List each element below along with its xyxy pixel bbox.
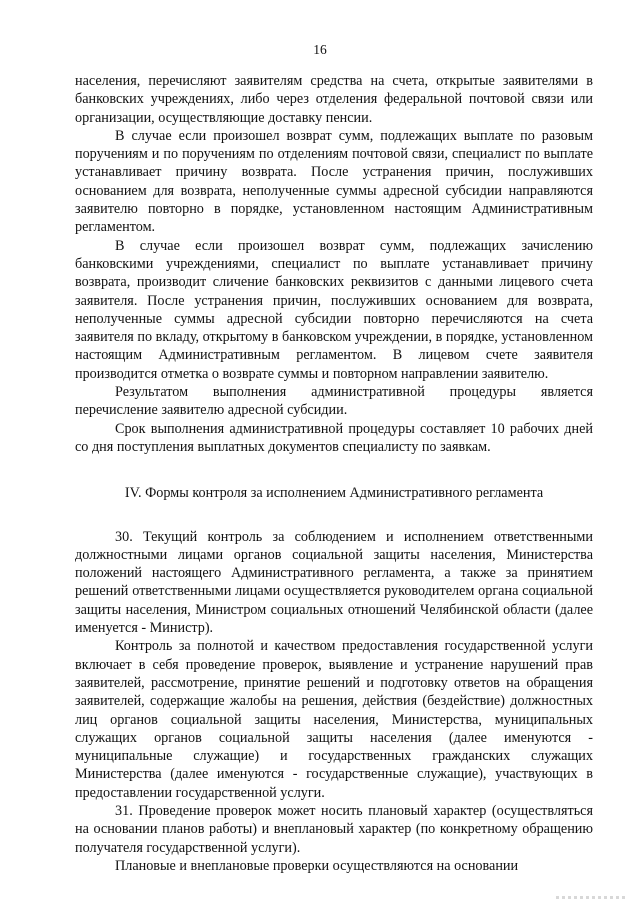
paragraph-continuation: населения, перечисляют заявителям средства на счета, открытые заявителями в банковских учреждениях, либо через отделения федеральной почтовой связи или организации, осуществляющие доставку пенсии.: [75, 73, 593, 126]
page-number: 16: [313, 42, 327, 57]
paragraph-quality-control: Контроль за полнотой и качеством предоставления государственной услуги включает в себя проведение проверок, выявление и устранение нарушений прав заявителей, рассмотрение, принятие решений и подготовку ответов на обращения заявителей, содержащие жалобы на решения, действия (бездействие) должностных лиц органов социальной защиты населения, Министерства, муниципальных служащих органов социальной защиты населения (далее именуются - муниципальные служащие) и государственных гражданских служащих Министерства (далее именуются - государственные служащие), участвующих в предоставлении государственной услуги.: [75, 638, 593, 801]
paragraph-item-30: 30. Текущий контроль за соблюдением и исполнением ответственными должностными лицами органов социальной защиты населения, Министерства положений настоящего Административного регламента, а также за принятием решений ответственными лицами осуществляется руководителем органа социальной защиты населения, Министром социальных отношений Челябинской области (далее именуется - Министр).: [75, 528, 593, 637]
document-body: [75, 72, 593, 875]
paragraph-deadline: Срок выполнения административной процедуры составляет 10 рабочих дней со дня поступления выплатных документов специалисту по заявкам.: [75, 420, 593, 455]
paragraph-result: Результатом выполнения административной процедуры является перечисление заявителю адресной субсидии.: [75, 384, 593, 419]
paragraph-bank-return: В случае если произошел возврат сумм, подлежащих зачислению банковскими учреждениями, специалист по выплате устанавливает причину возврата, производит сличение банковских реквизитов с данными лицевого счета заявителя. После устранения причин, послуживших основанием для возврата, неполученные суммы адресной субсидии повторно перечисляются на счета заявителя по вкладу, открытому в банковском учреждении, в порядке, установленном настоящим Административным регламентом. В лицевом счете заявителя производится отметка о возврате суммы и повторном направлении заявителю.: [75, 237, 593, 382]
paragraph-item-31: 31. Проведение проверок может носить плановый характер (осуществляться на основании планов работы) и внеплановый характер (по конкретному обращению получателя государственной услуги).: [75, 802, 593, 856]
paragraph-inspections: Плановые и внеплановые проверки осуществляются на основании: [115, 857, 519, 874]
paragraph-postal-return: В случае если произошел возврат сумм, подлежащих выплате по разовым поручениям и по поручениям по отделениям почтовой связи, специалист по выплате устанавливает причину возврата. После устранения причин, послуживших основанием для возврата, неполученные суммы адресной субсидии направляются заявителю повторно в порядке, установленном настоящим Административным регламентом.: [75, 127, 593, 236]
scan-artifact: [556, 896, 626, 899]
section-heading: IV. Формы контроля за исполнением Административного регламента: [124, 485, 544, 502]
